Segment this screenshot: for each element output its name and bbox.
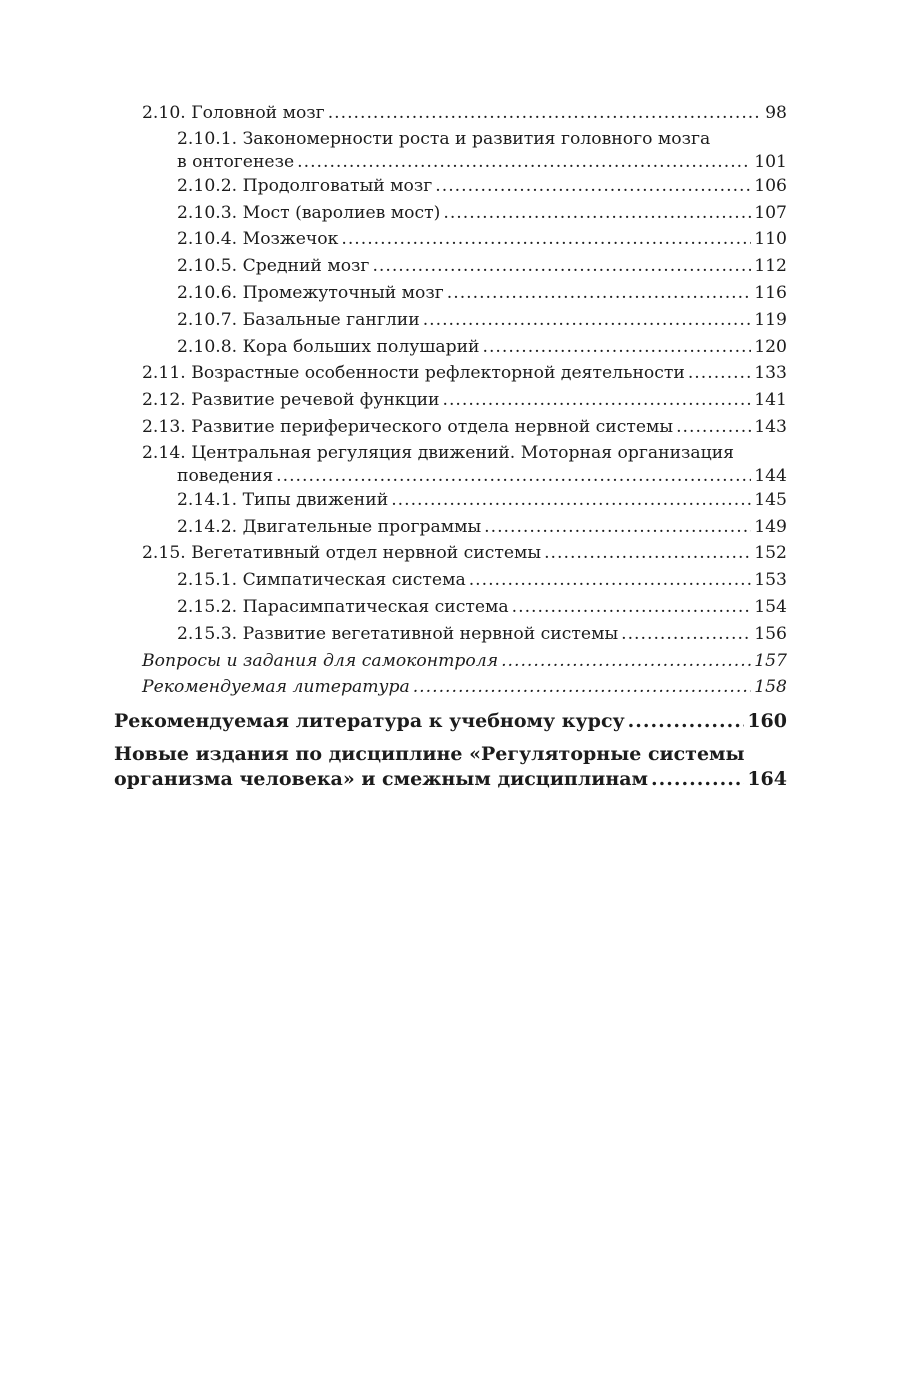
toc-entry-title: 2.15. Вегетативный отдел нервной системы [142, 543, 542, 564]
toc-entry-title: 2.10.4. Мозжечок [177, 229, 339, 250]
toc-entry-page: 157 [754, 650, 787, 671]
toc-entry-title: 2.11. Возрастные особенности рефлекторной деятельности [142, 363, 685, 384]
leader-dots [484, 514, 751, 541]
toc-entry-title: в онтогенезе [177, 151, 295, 172]
toc-entry-page: 106 [754, 175, 787, 196]
toc-entry-title: 2.14.1. Типы движений [177, 489, 389, 510]
toc-entry-page: 141 [754, 390, 787, 411]
toc-entry-title: 2.15.3. Развитие вегетативной нервной системы [177, 623, 619, 644]
leader-dots [483, 334, 752, 361]
toc-entry-page: 98 [765, 103, 787, 123]
toc-entry-page: 156 [754, 623, 787, 644]
toc-entry [114, 514, 787, 541]
leader-dots [469, 567, 751, 594]
toc-entry-title: Рекомендуемая литература к учебному курсу [114, 710, 625, 733]
toc-entry-page: 164 [747, 768, 787, 791]
toc-entry [114, 594, 787, 621]
toc-entry-title: 2.12. Развитие речевой функции [142, 390, 440, 411]
leader-dots [688, 360, 751, 387]
leader-dots [447, 280, 751, 307]
toc-entry-page: 154 [754, 596, 787, 617]
leader-dots [676, 414, 751, 441]
toc-entry-page: 144 [754, 465, 787, 486]
toc-entry-page: 143 [754, 416, 787, 437]
leader-dots [512, 594, 752, 621]
toc-entry-page: 133 [754, 363, 787, 384]
leader-dots [628, 709, 745, 734]
toc-entry-title: Рекомендуемая литература [142, 677, 410, 698]
toc-entry-title-line1: 2.10.1. Закономерности роста и развития головного мозга [177, 128, 711, 149]
toc-entry-title: 2.10.5. Средний мозг [177, 256, 370, 277]
toc-entry [114, 173, 787, 200]
leader-dots [276, 465, 751, 487]
toc-entry [114, 441, 787, 487]
toc-entry-page: 160 [747, 710, 787, 733]
toc-entry-page: 116 [754, 282, 787, 303]
table-of-contents [114, 100, 787, 792]
toc-entry [114, 487, 787, 514]
toc-entry [114, 127, 787, 173]
toc-entry-title: 2.10.8. Кора больших полушарий [177, 336, 480, 357]
toc-entry-page: 110 [754, 229, 787, 250]
toc-entry-page: 112 [754, 256, 787, 277]
toc-entry-title: 2.10. Головной мозг [142, 103, 325, 123]
toc-entry [114, 253, 787, 280]
toc-entry [114, 621, 787, 648]
toc-entry [114, 742, 787, 792]
leader-dots [443, 200, 751, 227]
leader-dots [435, 173, 751, 200]
toc-entry-page: 158 [754, 677, 787, 698]
toc-entry [114, 414, 787, 441]
toc-entry-page: 152 [754, 543, 787, 564]
toc-entry-title: организма человека» и смежным дисциплинам [114, 768, 649, 791]
toc-entry [114, 567, 787, 594]
toc-entry-title-line1: Новые издания по дисциплине «Регуляторные системы [114, 743, 745, 766]
toc-entry-title: 2.15.2. Парасимпатическая система [177, 596, 509, 617]
toc-entry [114, 200, 787, 227]
toc-entry-title: 2.10.6. Промежуточный мозг [177, 282, 444, 303]
toc-entry-title: 2.13. Развитие периферического отдела нервной системы [142, 416, 674, 437]
toc-entry [114, 280, 787, 307]
toc-entry [114, 648, 787, 675]
toc-entry [114, 709, 787, 734]
toc-entry-page: 145 [754, 489, 787, 510]
toc-entry [114, 226, 787, 253]
leader-dots [621, 621, 751, 648]
toc-entry-title: 2.14.2. Двигательные программы [177, 516, 482, 537]
toc-entry-page: 149 [754, 516, 787, 537]
leader-dots [651, 767, 744, 792]
leader-dots [413, 674, 751, 701]
toc-entry-page: 120 [754, 336, 787, 357]
toc-entry-title: 2.10.2. Продолговатый мозг [177, 175, 433, 196]
toc-entry [114, 334, 787, 361]
toc-entry-title: 2.15.1. Симпатическая система [177, 570, 466, 591]
leader-dots [391, 487, 751, 514]
toc-entry-title: Вопросы и задания для самоконтроля [142, 650, 499, 671]
leader-dots [297, 151, 751, 173]
toc-entry-page: 119 [754, 309, 787, 330]
leader-dots [328, 100, 762, 127]
leader-dots [501, 648, 751, 675]
toc-entry [114, 100, 787, 127]
toc-entry [114, 674, 787, 701]
toc-entry-title: поведения [177, 465, 274, 486]
toc-entry [114, 360, 787, 387]
leader-dots [372, 253, 751, 280]
leader-dots [544, 540, 751, 567]
leader-dots [443, 387, 752, 414]
toc-entry-title: 2.10.7. Базальные ганглии [177, 309, 420, 330]
toc-entry-title: 2.10.3. Мост (варолиев мост) [177, 202, 441, 223]
toc-entry [114, 387, 787, 414]
toc-entry [114, 307, 787, 334]
toc-entry-page: 107 [754, 202, 787, 223]
leader-dots [341, 226, 751, 253]
toc-entry [114, 540, 787, 567]
toc-entry-page: 153 [754, 570, 787, 591]
toc-entry-page: 101 [754, 151, 787, 172]
toc-entry-title-line1: 2.14. Центральная регуляция движений. Моторная организация [142, 442, 735, 463]
leader-dots [423, 307, 752, 334]
